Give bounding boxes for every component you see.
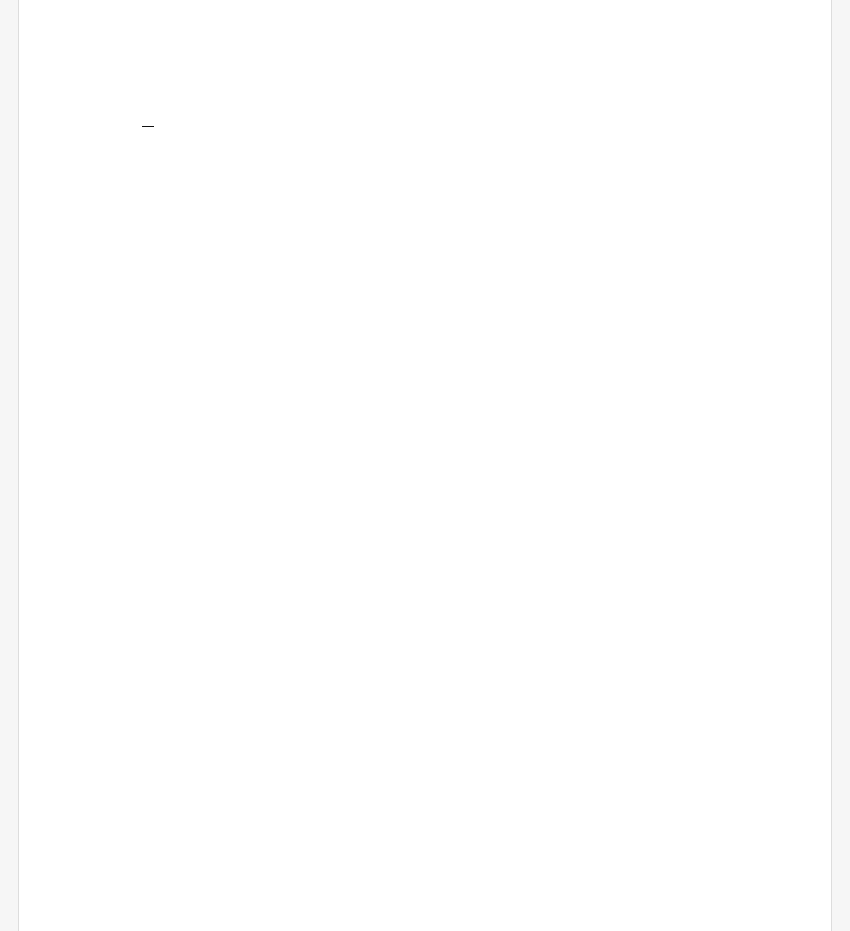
footer-credit <box>596 874 610 898</box>
left-watermark-strip <box>0 0 19 931</box>
time-signature <box>142 126 154 127</box>
right-watermark-strip <box>831 0 850 931</box>
tempo <box>88 169 102 183</box>
time-signature-top <box>142 126 154 127</box>
